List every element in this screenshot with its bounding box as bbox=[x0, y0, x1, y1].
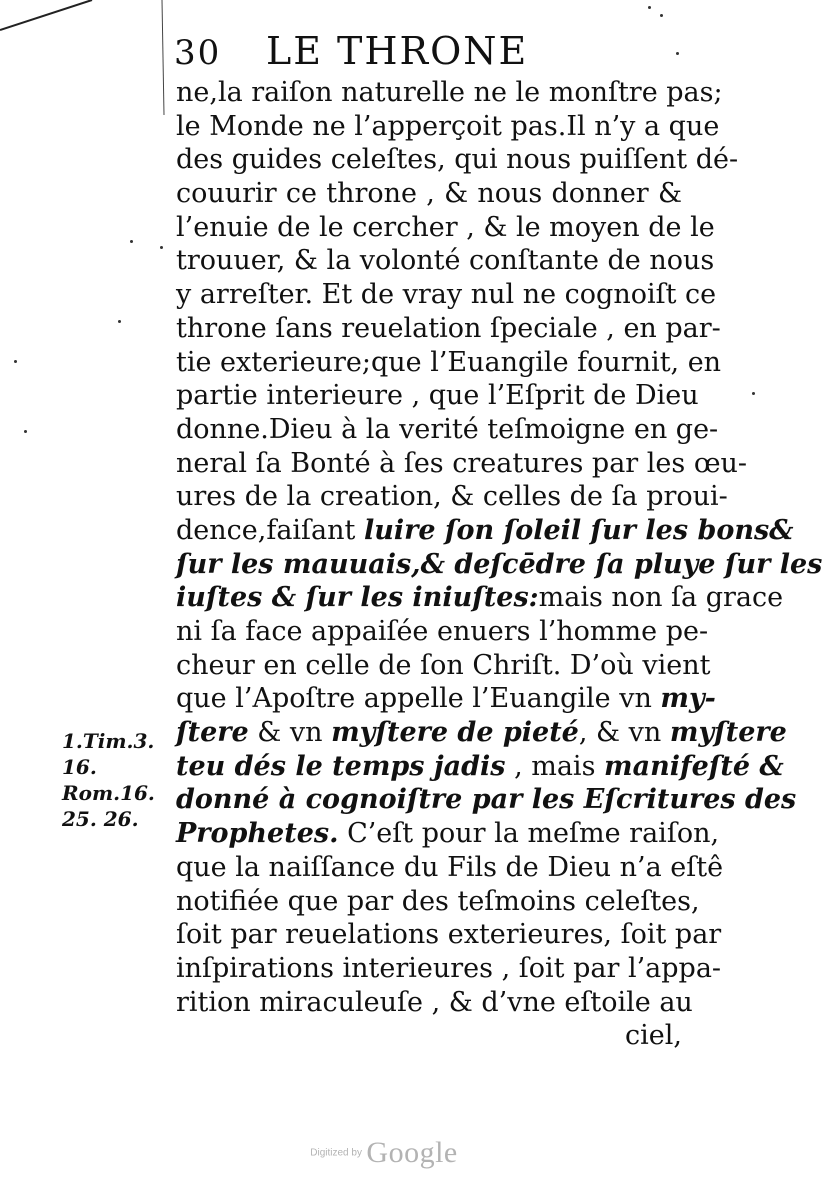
text-line bbox=[176, 581, 784, 615]
text-line bbox=[176, 244, 715, 278]
text-line bbox=[176, 312, 721, 346]
text-run: ures de la creation, & celles de ſa proui- bbox=[176, 481, 728, 513]
text-line bbox=[176, 110, 720, 144]
text-line bbox=[176, 211, 715, 245]
margin-reference: Rom.16. bbox=[62, 781, 155, 805]
digitization-watermark bbox=[0, 1136, 768, 1170]
text-run: partie interieure , que l’Eſprit de Dieu bbox=[176, 380, 699, 412]
italic-quotation: myſtere de pieté bbox=[331, 717, 579, 749]
italic-quotation: luire ſon ſoleil ſur les bons& bbox=[363, 514, 794, 546]
margin-reference: 1.Tim.3. bbox=[62, 729, 155, 753]
text-line bbox=[176, 177, 682, 211]
italic-quotation: donné à cognoiſtre par les Eſcritures des bbox=[176, 784, 797, 816]
text-run: que l’Apoſtre appelle l’Euangile vn bbox=[176, 683, 661, 715]
text-line bbox=[176, 379, 699, 413]
italic-quotation: Prophetes. bbox=[176, 818, 339, 850]
text-run: notifiée que par des teſmoins celeſtes, bbox=[176, 885, 700, 917]
text-line bbox=[176, 143, 739, 177]
text-run: dence,faiſant bbox=[176, 514, 364, 546]
text-line bbox=[176, 851, 724, 885]
text-line bbox=[176, 750, 784, 784]
italic-quotation: myſtere bbox=[669, 717, 787, 749]
italic-quotation: teu dés le temps jadis bbox=[176, 750, 506, 782]
text-run: rition miraculeuſe , & d’vne eſtoile au bbox=[176, 986, 693, 1018]
text-run: throne ſans reuelation ſpeciale , en par- bbox=[176, 312, 721, 344]
text-line bbox=[176, 413, 719, 447]
running-title: LE THRONE bbox=[266, 29, 529, 73]
text-run: neral ſa Bonté à ſes creatures par les œu- bbox=[176, 447, 748, 479]
text-run: ni ſa face appaiſée enuers l’homme pe- bbox=[176, 616, 709, 647]
text-run: & vn bbox=[248, 717, 332, 749]
google-wordmark: Google bbox=[366, 1136, 458, 1169]
text-line bbox=[176, 615, 709, 649]
page-number: 30 bbox=[174, 33, 222, 73]
body-text bbox=[176, 76, 822, 1053]
text-run: y arreſter. Et de vray nul ne cognoiſt ce bbox=[176, 279, 717, 311]
text-line bbox=[176, 682, 716, 716]
text-run: donne.Dieu à la verité teſmoigne en ge- bbox=[176, 413, 719, 445]
text-run: C’eſt pour la meſme raiſon, bbox=[338, 818, 720, 850]
text-run: des guides celeſtes, qui nous puiſſent dé- bbox=[176, 144, 739, 176]
text-run: mais non ſa grace bbox=[538, 582, 784, 614]
text-line bbox=[176, 817, 720, 851]
italic-quotation: ſtere bbox=[176, 717, 249, 749]
text-line bbox=[176, 514, 794, 548]
text-run: le Monde ne l’apperçoit pas.Il n’y a que bbox=[176, 110, 720, 142]
digitized-by-label: Digitized by bbox=[310, 1147, 362, 1159]
text-line bbox=[176, 278, 717, 312]
text-run: , mais bbox=[505, 750, 605, 782]
text-line bbox=[176, 447, 748, 481]
text-run: ne,la raiſon naturelle ne le monſtre pas; bbox=[176, 77, 723, 108]
text-line bbox=[176, 480, 728, 514]
text-run: que la naiſſance du Fils de Dieu n’a eſtê bbox=[176, 851, 724, 883]
text-line bbox=[176, 952, 722, 986]
text-run: tie exterieure;que l’Euangile fournit, en bbox=[176, 346, 722, 378]
running-header bbox=[174, 26, 604, 76]
text-line bbox=[176, 918, 722, 952]
text-line bbox=[176, 649, 711, 683]
italic-quotation: iuſtes & ſur les iniuſtes: bbox=[176, 582, 539, 614]
text-run: ſoit par reuelations exterieures, ſoit par bbox=[176, 919, 722, 951]
text-line bbox=[176, 885, 700, 919]
margin-reference: 25. 26. bbox=[62, 807, 139, 831]
italic-quotation: manifeſté & bbox=[604, 750, 784, 782]
text-run: couurir ce throne , & nous donner & bbox=[176, 178, 682, 210]
italic-quotation: my- bbox=[660, 683, 716, 715]
margin-reference: 16. bbox=[62, 755, 97, 779]
text-line bbox=[176, 548, 822, 582]
text-line bbox=[176, 783, 797, 817]
text-run: trouuer, & la volonté conſtante de nous bbox=[176, 245, 715, 277]
text-line bbox=[176, 986, 693, 1020]
text-run: l’enuie de le cercher , & le moyen de le bbox=[176, 211, 715, 243]
italic-quotation: ſur les mauuais,& deſcēdre ſa pluye ſur les bbox=[176, 548, 822, 580]
text-run: ciel, bbox=[625, 1020, 682, 1052]
text-run: , & vn bbox=[578, 717, 670, 749]
margin-notes bbox=[62, 728, 162, 832]
text-line bbox=[176, 76, 723, 110]
text-run: inſpirations interieures , ſoit par l’appa- bbox=[176, 952, 722, 984]
text-run: cheur en celle de ſon Chriſt. D’où vient bbox=[176, 649, 711, 681]
text-line bbox=[176, 346, 722, 380]
text-line bbox=[176, 716, 787, 750]
text-line bbox=[176, 1019, 682, 1053]
